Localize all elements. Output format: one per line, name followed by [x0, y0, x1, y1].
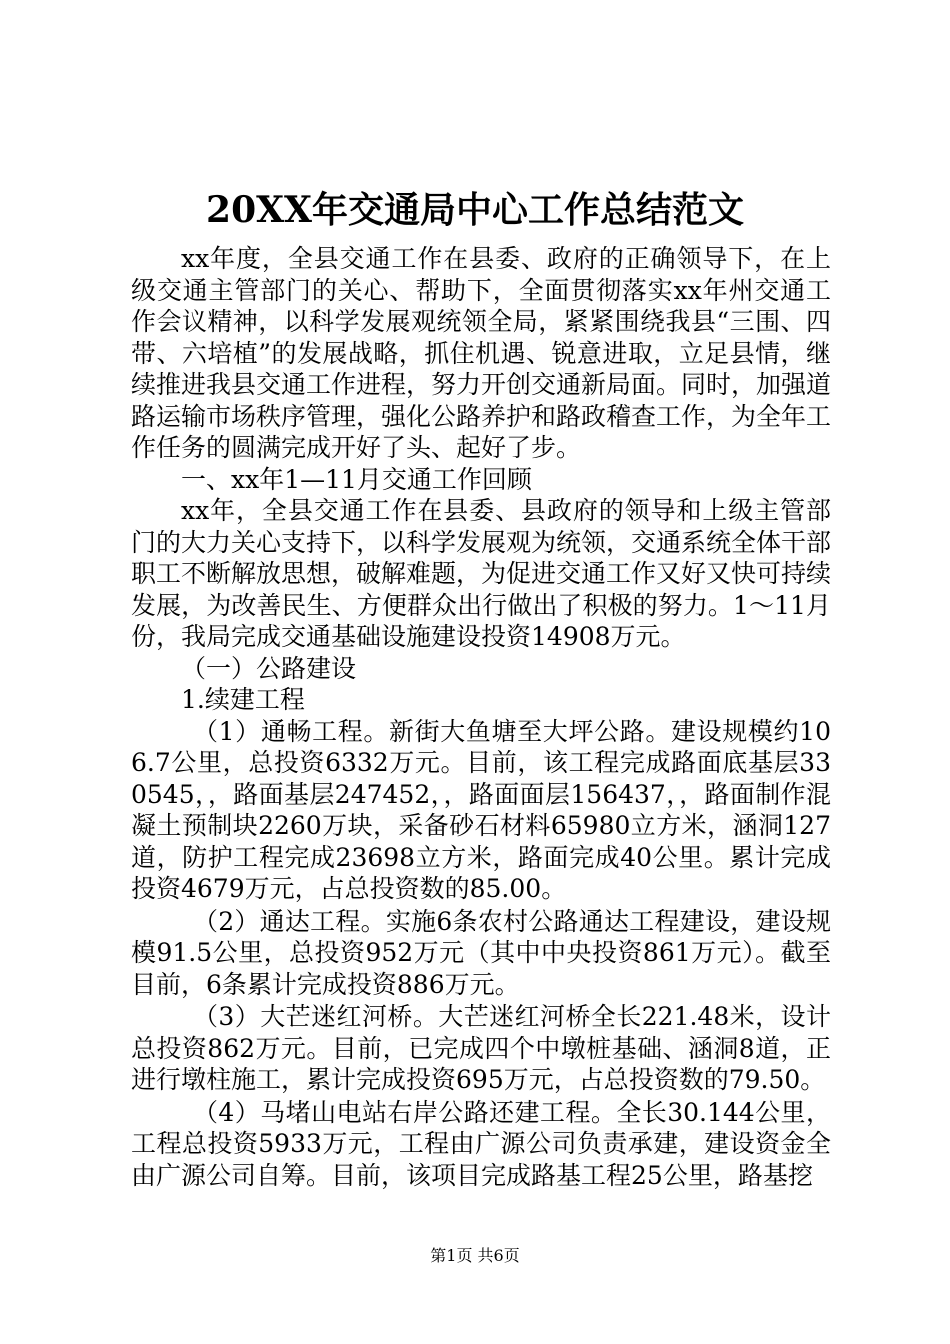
subsection-heading-road: （一）公路建设: [181, 653, 357, 683]
page-footer: 第1页 共6页: [430, 1246, 520, 1265]
section-heading-review: 一、xx年1—11月交通工作回顾: [181, 464, 532, 494]
subsection-heading-continued: 1.续建工程: [181, 685, 305, 714]
paragraph-review: xx年，全县交通工作在县委、县政府的领导和上级主管部门的大力关心支持下，以科学发展观为统领，交通系统全体干部职工不断解放思想，破解难题，为促进交通工作又好又快可持续发展，为改善民生、方便群众出行做出了积极的努力。1～11月份，我局完成交通基础设施建设投资14908万元。: [131, 496, 832, 651]
paragraph-item-1: （1）通畅工程。新街大鱼塘至大坪公路。建设规模约106.7公里，总投资6332万元。目前，该工程完成路面底基层330545，，路面基层247452，，路面面层156437，，路面制作混凝土预制块2260万块，采备砂石材料65980立方米，涵洞127道，防护工程完成23698立方米，路面完成40公里。累计完成投资4679万元，占总投资数的85.00。: [131, 716, 831, 903]
paragraph-item-3: （3）大芒迷红河桥。大芒迷红河桥全长221.48米，设计总投资862万元。目前，已完成四个中墩桩基础、涵洞8道，正进行墩柱施工，累计完成投资695万元，占总投资数的79.50。: [131, 1002, 831, 1094]
paragraph-item-4: （4）马堵山电站右岸公路还建工程。全长30.144公里，工程总投资5933万元，工程由广源公司负责承建，建设资金全由广源公司自筹。目前，该项目完成路基工程25公里，路基挖: [131, 1097, 831, 1190]
document-body: [131, 243, 831, 1191]
paragraph-item-2: （2）通达工程。实施6条农村公路通达工程建设，建设规模91.5公里，总投资952万元（其中中央投资861万元）。截至目前，6条累计完成投资886万元。: [131, 906, 831, 999]
document-title: 20XX年交通局中心工作总结范文: [206, 189, 744, 231]
paragraph-intro: xx年度，全县交通工作在县委、政府的正确领导下，在上级交通主管部门的关心、帮助下，全面贯彻落实xx年州交通工作会议精神，以科学发展观统领全局，紧紧围绕我县“三围、四带、六培植”的发展战略，抓住机遇、锐意进取，立足县情，继续推进我县交通工作进程，努力开创交通新局面。同时，加强道路运输市场秩序管理，强化公路养护和路政稽查工作，为全年工作任务的圆满完成开好了头、起好了步。: [131, 244, 832, 462]
